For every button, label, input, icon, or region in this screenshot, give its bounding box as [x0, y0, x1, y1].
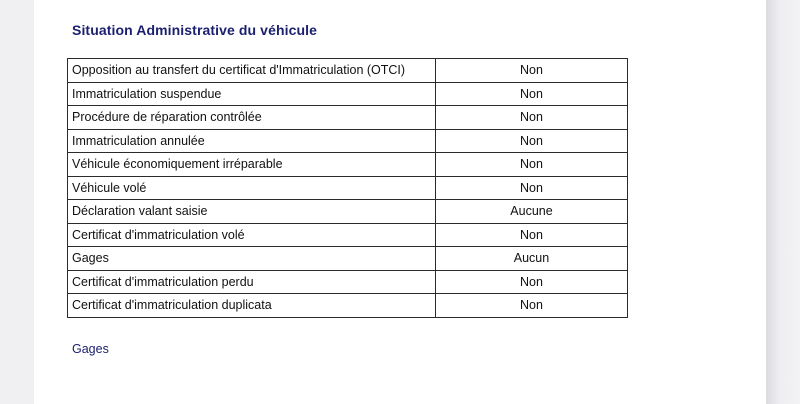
page-edge-shadow: [766, 0, 800, 404]
row-label: Immatriculation suspendue: [68, 82, 436, 106]
row-value: Non: [436, 59, 628, 83]
row-value: Non: [436, 223, 628, 247]
table-row: [68, 223, 628, 247]
row-value: Aucun: [436, 247, 628, 271]
row-value: Non: [436, 270, 628, 294]
row-value: Non: [436, 153, 628, 177]
table-row: [68, 200, 628, 224]
row-value: Aucune: [436, 200, 628, 224]
row-label: Immatriculation annulée: [68, 129, 436, 153]
table-row: [68, 176, 628, 200]
row-value: Non: [436, 82, 628, 106]
row-value: Non: [436, 176, 628, 200]
table-row: [68, 270, 628, 294]
table-row: [68, 106, 628, 130]
row-value: Non: [436, 106, 628, 130]
table-row: [68, 59, 628, 83]
row-label: Procédure de réparation contrôlée: [68, 106, 436, 130]
row-label: Déclaration valant saisie: [68, 200, 436, 224]
row-label: Véhicule volé: [68, 176, 436, 200]
row-label: Gages: [68, 247, 436, 271]
document-page: [34, 0, 766, 404]
section-title: Situation Administrative du véhicule: [72, 22, 318, 38]
table-row: [68, 82, 628, 106]
row-label: Opposition au transfert du certificat d'Immatriculation (OTCI): [68, 59, 436, 83]
table-row: [68, 153, 628, 177]
row-label: Certificat d'immatriculation volé: [68, 223, 436, 247]
row-value: Non: [436, 294, 628, 318]
table-row: [68, 129, 628, 153]
row-label: Véhicule économiquement irréparable: [68, 153, 436, 177]
table-row: [68, 247, 628, 271]
row-label: Certificat d'immatriculation duplicata: [68, 294, 436, 318]
administrative-status-table: [67, 58, 628, 318]
gages-section-heading[interactable]: Gages: [72, 342, 109, 356]
table-row: [68, 294, 628, 318]
row-label: Certificat d'immatriculation perdu: [68, 270, 436, 294]
row-value: Non: [436, 129, 628, 153]
